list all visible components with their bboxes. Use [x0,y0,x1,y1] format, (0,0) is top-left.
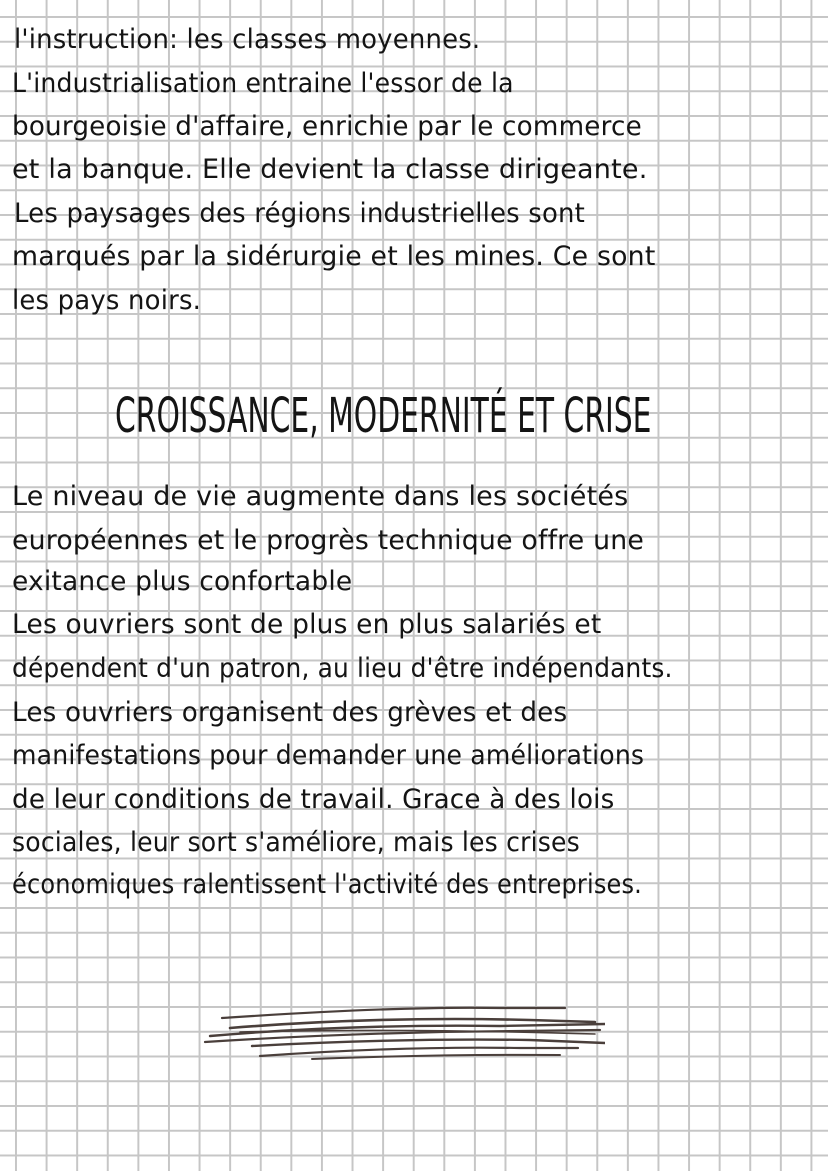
scribble-icon [200,998,605,1062]
body-line-1: Le niveau de vie augmente dans les sociétés [12,481,629,512]
intro-line-5: Les paysages des régions industrielles sont [14,198,586,229]
body-line-4: Les ouvriers sont de plus en plus salariés et [12,609,602,640]
intro-line-3: bourgeoisie d'affaire, enrichie par le commerce [12,111,642,142]
body-line-5: dépendent d'un patron, au lieu d'être indépendants. [12,653,673,684]
intro-line-6: marqués par la sidérurgie et les mines. Ce sont [12,241,656,272]
intro-line-2: L'industrialisation entraine l'essor de la [12,68,514,99]
intro-line-4: et la banque. Elle devient la classe dirigeante. [12,154,648,185]
intro-line-7: les pays noirs. [12,285,202,316]
body-line-2: européennes et le progrès technique offre une [12,525,645,556]
body-line-10: économiques ralentissent l'activité des entreprises. [12,869,643,900]
intro-line-1: l'instruction: les classes moyennes. [14,24,481,55]
body-line-9: sociales, leur sort s'améliore, mais les crises [12,827,580,858]
body-line-8: de leur conditions de travail. Grace à des lois [12,784,615,815]
body-line-7: manifestations pour demander une améliorations [12,740,645,771]
body-line-6: Les ouvriers organisent des grèves et des [12,697,568,728]
body-line-3: exitance plus confortable [12,566,353,597]
section-heading: CROISSANCE, MODERNITÉ ET CRISE [115,388,652,444]
